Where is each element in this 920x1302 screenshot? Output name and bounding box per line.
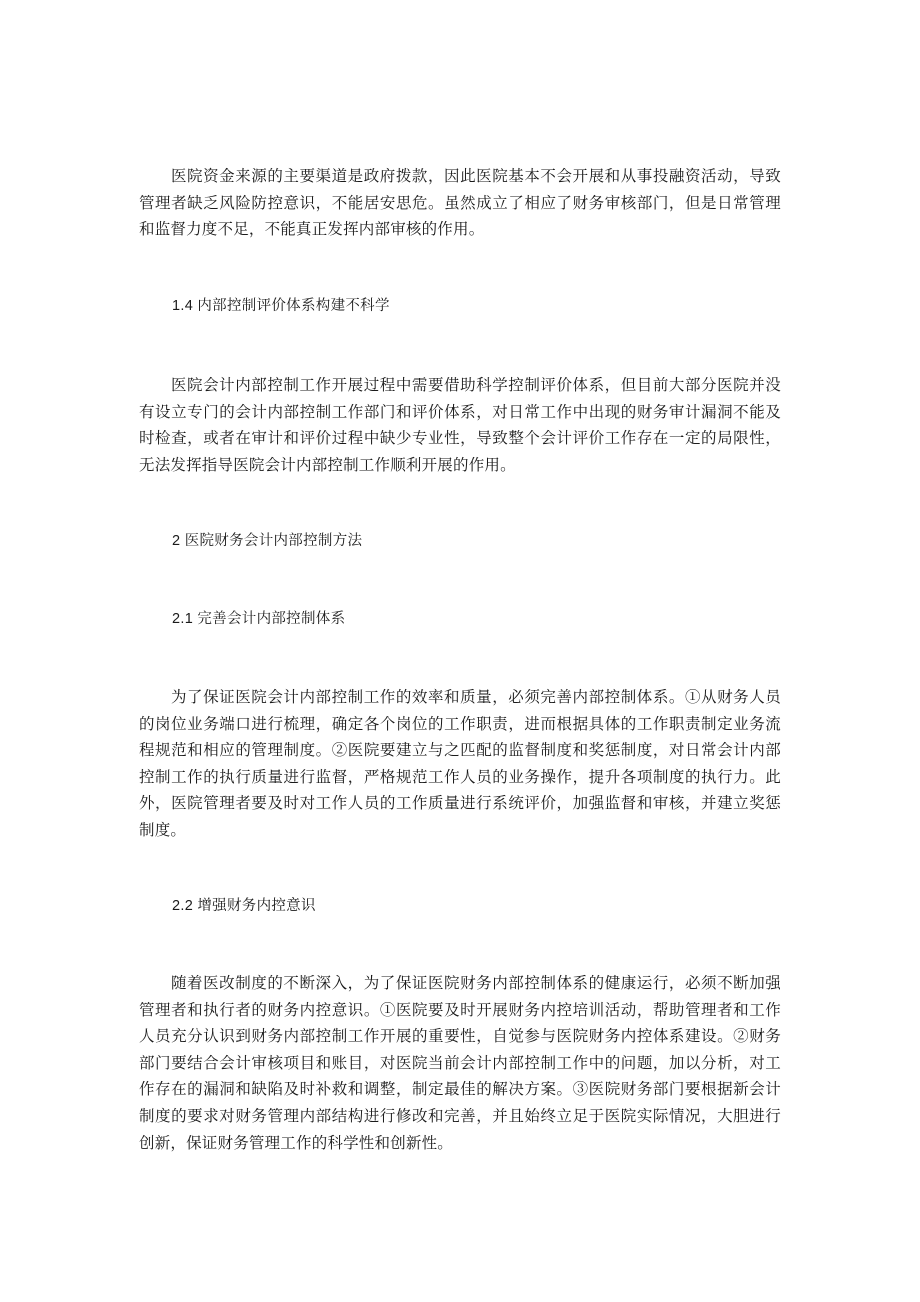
section-heading-2-2: 2.2 增强财务内控意识	[172, 898, 316, 914]
body-paragraph: 医院资金来源的主要渠道是政府拨款，因此医院基本不会开展和从事投融资活动，导致管理者缺乏风险防控意识，不能居安思危。虽然成立了相应了财务审核部门，但是日常管理和监督力度不足，不能真正发挥内部审核的作用。	[139, 167, 781, 239]
body-paragraph: 为了保证医院会计内部控制工作的效率和质量，必须完善内部控制体系。①从财务人员的岗位业务端口进行梳理，确定各个岗位的工作职责，进而根据具体的工作职责制定业务流程规范和相应的管理制度。②医院要建立与之匹配的监督制度和奖惩制度，对日常会计内部控制工作的执行质量进行监督，严格规范工作人员的业务操作，提升各项制度的执行力。此外，医院管理者要及时对工作人员的工作质量进行系统评价，加强监督和审核，并建立奖惩制度。	[139, 688, 781, 839]
section-heading-1-4: 1.4 内部控制评价体系构建不科学	[172, 298, 390, 314]
body-paragraph: 医院会计内部控制工作开展过程中需要借助科学控制评价体系，但目前大部分医院并没有设立专门的会计内部控制工作部门和评价体系，对日常工作中出现的财务审计漏洞不能及时检查，或者在审计和评价过程中缺少专业性，导致整个会计评价工作存在一定的局限性，无法发挥指导医院会计内部控制工作顺利开展的作用。	[139, 376, 781, 474]
body-paragraph: 随着医改制度的不断深入，为了保证医院财务内部控制体系的健康运行，必须不断加强管理者和执行者的财务内控意识。①医院要及时开展财务内控培训活动，帮助管理者和工作人员充分认识到财务内部控制工作开展的重要性，自觉参与医院财务内控体系建设。②财务部门要结合会计审核项目和账目，对医院当前会计内部控制工作中的问题，加以分析，对工作存在的漏洞和缺陷及时补救和调整，制定最佳的解决方案。③医院财务部门要根据新会计制度的要求对财务管理内部结构进行修改和完善，并且始终立足于医院实际情况，大胆进行创新，保证财务管理工作的科学性和创新性。	[139, 974, 781, 1152]
section-heading-2: 2 医院财务会计内部控制方法	[172, 533, 363, 549]
section-heading-2-1: 2.1 完善会计内部控制体系	[172, 611, 346, 627]
